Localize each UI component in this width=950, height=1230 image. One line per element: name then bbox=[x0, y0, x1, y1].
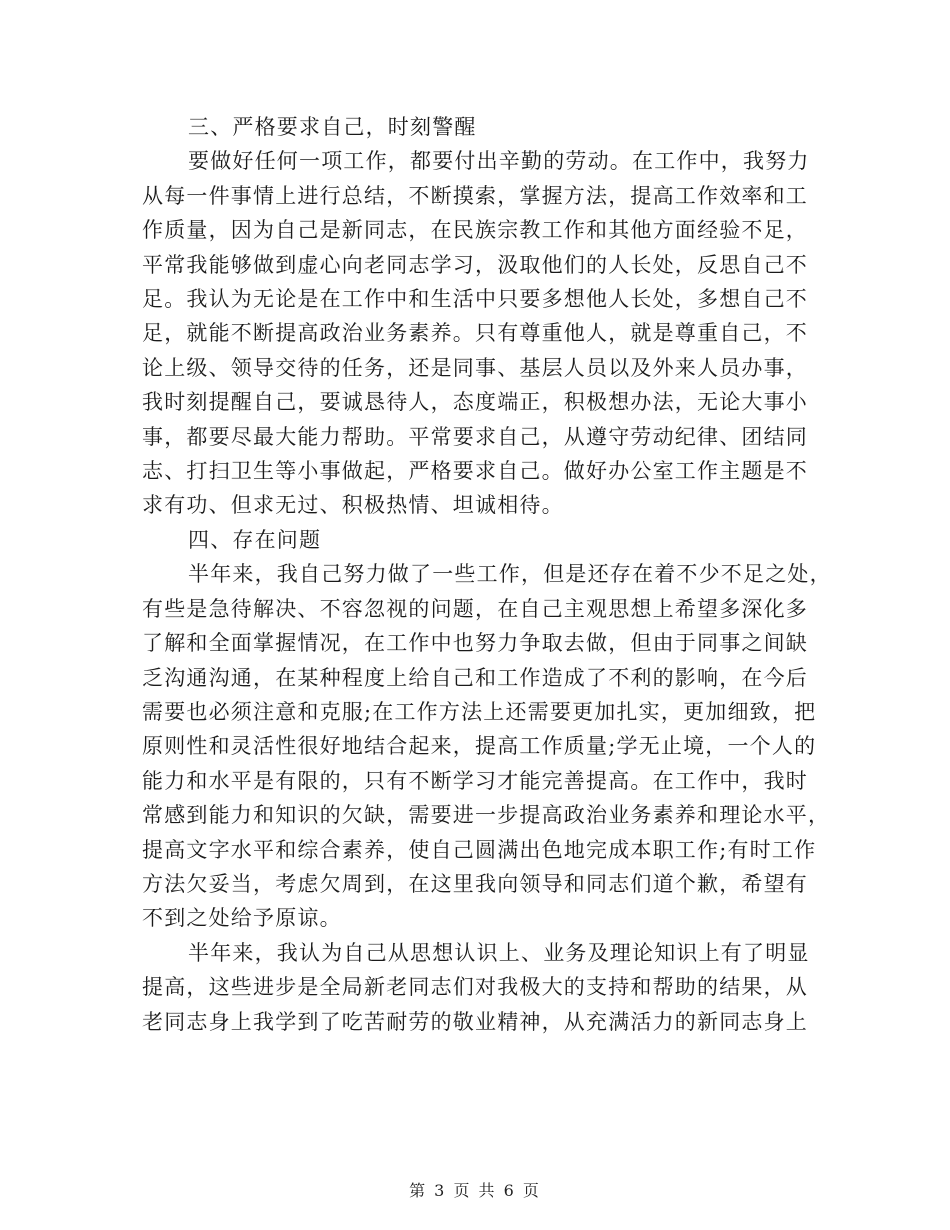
text-line: 不到之处给予原谅。 bbox=[142, 906, 342, 931]
text-line: 三、严格要求自己，时刻警醒 bbox=[188, 115, 477, 139]
text-line: 事，都要尽最大能力帮助。平常要求自己，从遵守劳动纪律、团结同 bbox=[142, 424, 808, 449]
paragraph bbox=[142, 110, 806, 144]
text-line: 提高，这些进步是全局新老同志们对我极大的支持和帮助的结果，从 bbox=[142, 975, 808, 1000]
text-line: 老同志身上我学到了吃苦耐劳的敬业精神，从充满活力的新同志身上 bbox=[142, 1009, 808, 1034]
text-line: 我时刻提醒自己，要诚恳待人，态度端正，积极想办法，无论大事小 bbox=[142, 390, 808, 415]
text-line: 要做好任何一项工作，都要付出辛勤的劳动。在工作中，我努力 bbox=[188, 149, 810, 174]
text-line: 四、存在问题 bbox=[188, 527, 322, 552]
text-line: 常感到能力和知识的欠缺，需要进一步提高政治业务素养和理论水平， bbox=[142, 803, 831, 828]
text-line: 有些是急待解决、不容忽视的问题，在自己主观思想上希望多深化多 bbox=[142, 596, 808, 621]
text-line: 志、打扫卫生等小事做起，严格要求自己。做好办公室工作主题是不 bbox=[142, 459, 808, 484]
text-line: 半年来，我认为自己从思想认识上、业务及理论知识上有了明显 bbox=[188, 940, 810, 965]
text-line: 足，就能不断提高政治业务素养。只有尊重他人，就是尊重自己，不 bbox=[142, 321, 808, 346]
text-line: 原则性和灵活性很好地结合起来，提高工作质量;学无止境，一个人的 bbox=[142, 734, 817, 759]
document-body bbox=[142, 110, 832, 1039]
text-line: 从每一件事情上进行总结，不断摸索，掌握方法，提高工作效率和工 bbox=[142, 183, 808, 208]
paragraph bbox=[142, 557, 832, 935]
text-line: 足。我认为无论是在工作中和生活中只要多想他人长处，多想自己不 bbox=[142, 287, 808, 312]
text-line: 方法欠妥当，考虑欠周到，在这里我向领导和同志们道个歉，希望有 bbox=[142, 871, 808, 896]
text-line: 求有功、但求无过、积极热情、坦诚相待。 bbox=[142, 493, 564, 518]
page-footer: 第 3 页 共 6 页 bbox=[409, 1181, 541, 1200]
text-line: 作质量，因为自己是新同志，在民族宗教工作和其他方面经验不足， bbox=[142, 218, 808, 243]
text-line: 半年来，我自己努力做了一些工作，但是还存在着不少不足之处， bbox=[188, 562, 832, 587]
text-line: 论上级、领导交待的任务，还是同事、基层人员以及外来人员办事， bbox=[142, 355, 808, 380]
paragraph bbox=[142, 523, 806, 557]
text-line: 了解和全面掌握情况，在工作中也努力争取去做，但由于同事之间缺 bbox=[142, 631, 808, 656]
paragraph bbox=[142, 144, 810, 522]
text-line: 能力和水平是有限的，只有不断学习才能完善提高。在工作中，我时 bbox=[142, 768, 808, 793]
paragraph bbox=[142, 936, 810, 1039]
text-line: 提高文字水平和综合素养，使自己圆满出色地完成本职工作;有时工作 bbox=[142, 837, 817, 862]
text-line: 平常我能够做到虚心向老同志学习，汲取他们的人长处，反思自己不 bbox=[142, 252, 808, 277]
text-line: 需要也必须注意和克服;在工作方法上还需要更加扎实，更加细致，把 bbox=[142, 699, 817, 724]
text-line: 乏沟通沟通，在某种程度上给自己和工作造成了不利的影响，在今后 bbox=[142, 665, 808, 690]
